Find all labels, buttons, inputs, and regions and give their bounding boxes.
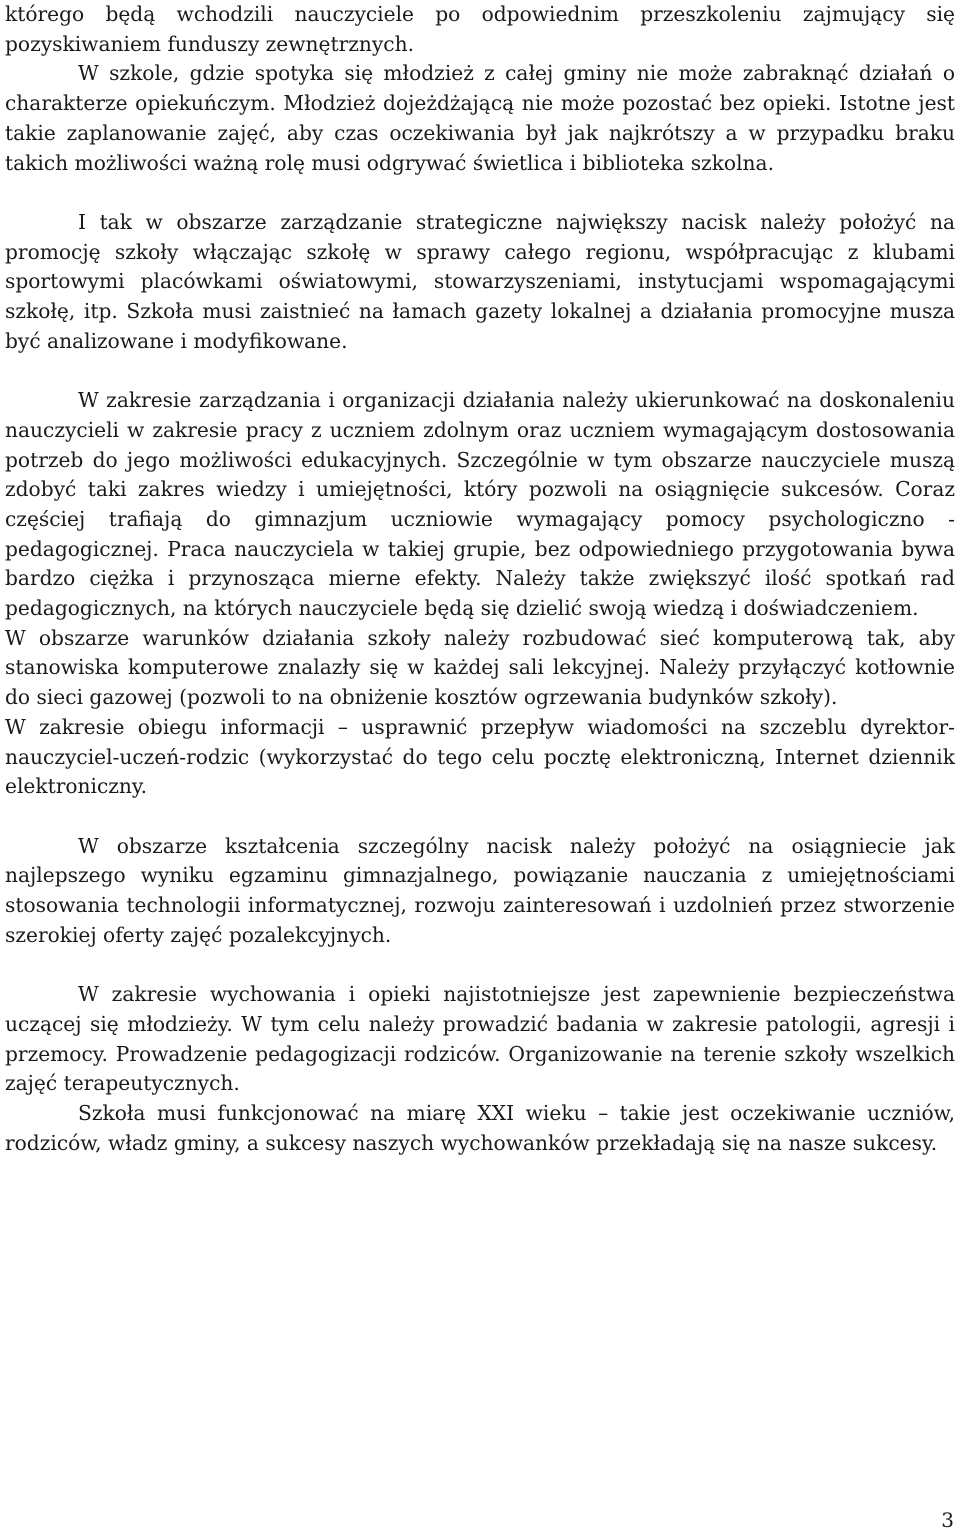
paragraph-upbringing-care: W zakresie wychowania i opieki najistotniejsze jest zapewnienie bezpieczeństwa uczącej się młodzieży. W tym celu należy prowadzić badania w zakresie patologii, agresji i przemocy. Prowadzenie pedagogizacji rodziców. Organizowanie na terenie szkoły wszelkich zajęć terapeutycznych. [5,982,955,1096]
paragraph-education: W obszarze kształcenia szczególny nacisk należy położyć na osiągniecie jak najlepszego wyniku egzaminu gimnazjalnego, powiązanie nauczania z umiejętnościami stosowania technologii informatycznej, rozwoju zainteresowań i uzdolnień przez stworzenie szerokiej oferty zajęć pozalekcyjnych. [5,833,955,947]
document-page [5,0,955,1158]
paragraph-management-organization: W zakresie zarządzania i organizacji działania należy ukierunkować na doskonaleniu nauczycieli w zakresie pracy z uczniem zdolnym oraz uczniem wymagającym dostosowania potrzeb do jego możliwości edukacyjnych. Szczególnie w tym obszarze nauczyciele muszą zdobyć taki zakres wiedzy i umiejętności, który pozwoli na osiągnięcie sukcesów. Coraz częściej trafiają do gimnazjum uczniowie wymagający pomocy psychologiczno - pedagogicznej. Praca nauczyciela w takiej grupie, bez odpowiedniego przygotowania bywa bardzo ciężka i przynosząca mierne efekty. Należy także zwiększyć ilość spotkań rad pedagogicznych, na których nauczyciele będą się dzielić swoją wiedzą i doświadczeniem. [5,388,955,621]
page-number: 3 [941,1508,954,1532]
paragraph-working-conditions: W obszarze warunków działania szkoły należy rozbudować sieć komputerową tak, aby stanowiska komputerowe znalazły się w każdej sali lekcyjnej. Należy przyłączyć kotłownie do sieci gazowej (pozwoli to na obniżenie kosztów ogrzewania budynków szkoły). [5,625,955,710]
paragraph-continuation: którego będą wchodzili nauczyciele po odpowiednim przeszkoleniu zajmujący się pozyskiwaniem funduszy zewnętrznych. [5,2,955,56]
paragraph-closing: Szkoła musi funkcjonować na miarę XXI wieku – takie jest oczekiwanie uczniów, rodziców, władz gminy, a sukcesy naszych wychowanków przekładają się na nasze sukcesy. [5,1100,955,1155]
paragraph-information-flow: W zakresie obiegu informacji – usprawnić przepływ wiadomości na szczeblu dyrektor-nauczyciel-uczeń-rodzic (wykorzystać do tego celu pocztę elektroniczną, Internet dziennik elektroniczny. [5,714,955,799]
paragraph-youth-care: W szkole, gdzie spotyka się młodzież z całej gminy nie może zabraknąć działań o charakterze opiekuńczym. Młodzież dojeżdżającą nie może pozostać bez opieki. Istotne jest takie zaplanowanie zajęć, aby czas oczekiwania był jak najkrótszy a w przypadku braku takich możliwości ważną rolę musi odgrywać świetlica i biblioteka szkolna. [5,61,955,175]
paragraph-strategic-management: I tak w obszarze zarządzanie strategiczne największy nacisk należy położyć na promocję szkoły włączając szkołę w sprawy całego regionu, współpracując z klubami sportowymi placówkami oświatowymi, stowarzyszeniami, instytucjami wspomagającymi szkołę, itp. Szkoła musi zaistnieć na łamach gazety lokalnej a działania promocyjne musza być analizowane i modyfikowane. [5,209,955,353]
